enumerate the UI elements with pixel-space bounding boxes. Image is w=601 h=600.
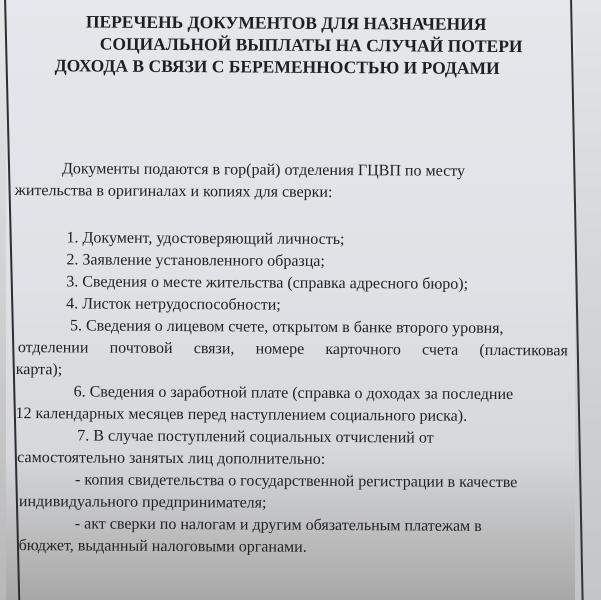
document-title [8, 10, 568, 79]
list-item-1: 1. Документ, удостоверяющий личность; [66, 229, 345, 249]
list-item-4: 4. Листок нетрудоспособности; [66, 295, 281, 314]
sub-item-1-line-1: - копия свидетельства о государственной регистрации в качестве [75, 471, 518, 492]
document-page [4, 0, 568, 600]
sub-item-2-line-1: - акт сверки по налогам и другим обязательным платежам в [74, 515, 482, 535]
intro-line-2: жительства в оригиналах и копиях для сверки: [14, 182, 333, 201]
sub-item-2-line-2: бюджет, выданный налоговыми органами. [18, 537, 307, 556]
list-item-5-line-3: карта); [15, 361, 63, 379]
intro-paragraph [7, 158, 567, 205]
list-item-7-line-1: 7. В случае поступлений социальных отчислений от [77, 427, 434, 447]
list-item-2: 2. Заявление установленного образца; [66, 251, 325, 270]
list-item-5-line-1: 5. Сведения о лицевом счете, открытом в банке второго уровня, [69, 317, 504, 338]
documents-list [5, 227, 567, 560]
list-item-6-line-1: 6. Сведения о заработной плате (справка о доходах за последние [73, 383, 514, 404]
title-line-2: СОЦИАЛЬНОЙ ВЫПЛАТЫ НА СЛУЧАЙ ПОТЕРИ [99, 33, 523, 57]
sub-item-1-line-2: индивидуального предпринимателя; [18, 493, 267, 512]
list-item-3: 3. Сведения о месте жительства (справка адресного бюро); [66, 273, 469, 293]
list-item-6-line-2: 12 календарных месяцев перед наступлением социального риска). [15, 405, 468, 425]
list-item-5-line-2: отделении почтовой связи, номере карточного счета (пластиковая [17, 339, 568, 360]
title-line-1: ПЕРЕЧЕНЬ ДОКУМЕНТОВ ДЛЯ НАЗНАЧЕНИЯ [85, 11, 487, 34]
title-line-3: ДОХОДА В СВЯЗИ С БЕРЕМЕННОСТЬЮ И РОДАМИ [54, 55, 500, 79]
intro-line-1: Документы подаются в гор(рай) отделения ГЦВП по месту [61, 160, 466, 180]
list-item-7-line-2: самостоятельно занятых лиц дополнительно: [17, 449, 326, 468]
